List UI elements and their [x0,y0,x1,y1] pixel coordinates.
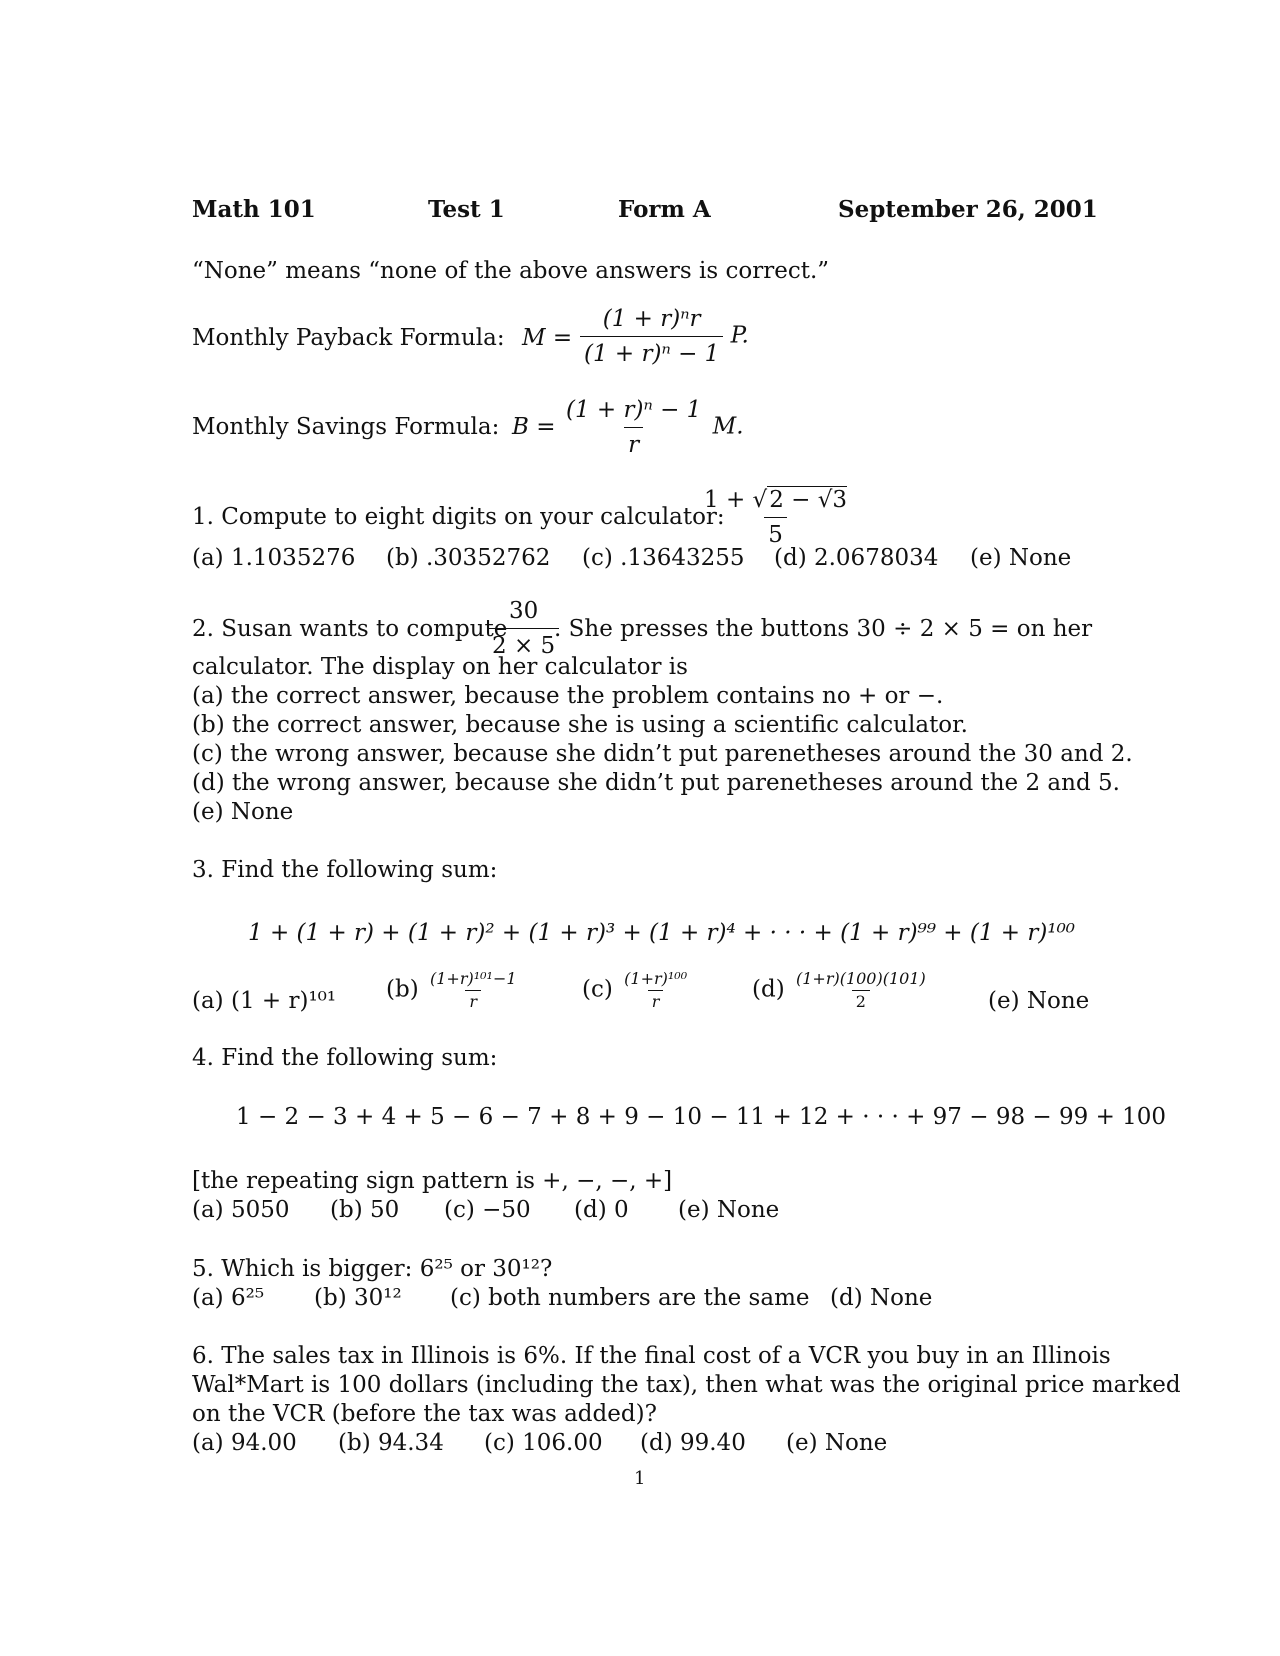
q3-c-numerator: (1+r)¹⁰⁰ [624,969,688,988]
savings-tail: M. [712,413,744,440]
payback-denominator: (1 + r)ⁿ − 1 [580,336,723,369]
q4-choice-c: (c) −50 [444,1197,531,1223]
q5-choice-a: (a) 6²⁵ [192,1285,265,1311]
q1-choice-d: (d) 2.0678034 [774,545,939,571]
q2-line2: calculator. The display on her calculator is [192,654,688,680]
q6-choice-c: (c) 106.00 [484,1430,603,1456]
q2-text-after: . She presses the buttons 30 ÷ 2 × 5 = on her [554,616,1093,642]
savings-formula-label: Monthly Savings Formula: [192,414,500,440]
q5-choice-b: (b) 30¹² [314,1285,402,1311]
q3-choice-d [752,970,930,1011]
none-note: “None” means “none of the above answers is correct.” [192,258,830,284]
test-title: Test 1 [428,196,505,223]
q3-c-denominator: r [648,990,664,1011]
q6-choice-e: (e) None [786,1430,888,1456]
payback-formula-lhs: M = [522,325,573,351]
payback-formula-fraction [580,304,749,369]
savings-formula-fraction [562,395,744,460]
q1-choice-a: (a) 1.1035276 [192,545,356,571]
q5-text: 5. Which is bigger: 6²⁵ or 30¹²? [192,1256,553,1282]
q3-choice-b-label: (b) [386,976,419,1003]
q3-choice-a: (a) (1 + r)¹⁰¹ [192,988,337,1014]
q1-expr-denominator: 5 [764,517,787,550]
q2-choice-e: (e) None [192,799,294,825]
savings-numerator: (1 + r)ⁿ − 1 [566,397,702,423]
sqrt-icon: √ [752,487,768,513]
q1-choice-e: (e) None [970,545,1072,571]
q4-text: 4. Find the following sum: [192,1045,498,1071]
q4-choice-a: (a) 5050 [192,1197,290,1223]
q1-text: 1. Compute to eight digits on your calculator: [192,504,725,530]
q3-choice-e: (e) None [988,988,1090,1014]
q6-line-1: 6. The sales tax in Illinois is 6%. If the final cost of a VCR you buy in an Illinois [192,1343,1111,1369]
q3-sum: 1 + (1 + r) + (1 + r)² + (1 + r)³ + (1 + r)⁴ + · · · + (1 + r)⁹⁹ + (1 + r)¹⁰⁰ [248,920,1076,946]
savings-denominator: r [624,427,643,460]
q3-b-denominator: r [465,990,481,1011]
q6-choice-b: (b) 94.34 [338,1430,444,1456]
q6-line-2: Wal*Mart is 100 dollars (including the tax), then what was the original price marked [192,1372,1181,1398]
q6-line-3: on the VCR (before the tax was added)? [192,1401,657,1427]
q3-choice-b [386,970,521,1011]
q3-text: 3. Find the following sum: [192,857,498,883]
page-number: 1 [634,1468,646,1489]
q5-choice-d: (d) None [830,1285,933,1311]
form-title: Form A [618,196,711,223]
q1-choice-c: (c) .13643255 [582,545,745,571]
q1-radical-inner: 2 − √3 [769,487,848,513]
q3-choice-c [582,970,691,1011]
savings-formula-lhs: B = [512,414,556,440]
test-date: September 26, 2001 [838,196,1098,223]
q6-choice-d: (d) 99.40 [640,1430,746,1456]
payback-numerator: (1 + r)ⁿr [602,306,701,332]
payback-formula-label: Monthly Payback Formula: [192,325,505,351]
q3-b-numerator: (1+r)¹⁰¹−1 [429,969,517,988]
q4-choice-d: (d) 0 [574,1197,629,1223]
q2-frac-numerator: 30 [508,598,539,624]
q4-choice-b: (b) 50 [330,1197,400,1223]
q3-d-denominator: 2 [852,990,870,1011]
q1-expression [700,485,851,550]
q4-pattern: [the repeating sign pattern is +, −, −, +] [192,1168,673,1194]
q2-choice-b: (b) the correct answer, because she is using a scientific calculator. [192,712,968,738]
q1-expr-prefix: 1 + [704,487,746,513]
q6-choice-a: (a) 94.00 [192,1430,297,1456]
q4-sum: 1 − 2 − 3 + 4 + 5 − 6 − 7 + 8 + 9 − 10 − 11 + 12 + · · · + 97 − 98 − 99 + 100 [236,1104,1167,1130]
q5-choice-c: (c) both numbers are the same [450,1285,810,1311]
q2-choice-a: (a) the correct answer, because the problem contains no + or −. [192,683,944,709]
q1-choice-b: (b) .30352762 [386,545,551,571]
q3-choice-d-label: (d) [752,976,785,1003]
q2-frac-denominator: 2 × 5 [488,628,559,661]
q4-choice-e: (e) None [678,1197,780,1223]
q2-choice-d: (d) the wrong answer, because she didn’t put parenetheses around the 2 and 5. [192,770,1120,796]
q3-d-numerator: (1+r)(100)(101) [795,969,926,988]
course-title: Math 101 [192,196,316,223]
q3-choice-c-label: (c) [582,976,613,1003]
payback-tail: P. [730,322,749,349]
q2-text-before: 2. Susan wants to compute [192,616,508,642]
q2-choice-c: (c) the wrong answer, because she didn’t put parenetheses around the 30 and 2. [192,741,1133,767]
